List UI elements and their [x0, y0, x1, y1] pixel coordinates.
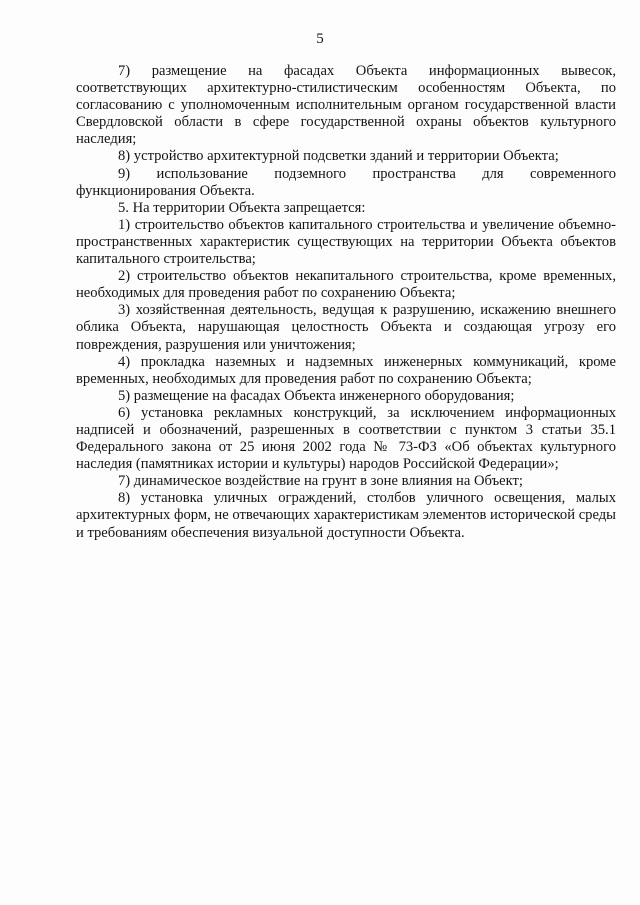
document-body	[76, 63, 616, 542]
paragraph-permit-7-signboards: 7) размещение на фасадах Объекта информационных вывесок, соответствующих архитектурно-стилистическим особенностям Объекта, по согласованию с уполномоченным исполнительным органом государственной власти Свердловской области в сфере государственной охраны объектов культурного наследия;	[76, 63, 616, 148]
page-number: 5	[316, 31, 324, 47]
paragraph-prohibit-6-advertising: 6) установка рекламных конструкций, за исключением информационных надписей и обозначений, разрешенных в соответствии с пунктом 3 статьи 35.1 Федерального закона от 25 июня 2002 года № 73-ФЗ «Об объектах культурного наследия (памятниках истории и культуры) народов Российской Федерации»;	[76, 404, 616, 473]
paragraph-prohibit-1-construction: 1) строительство объектов капитального строительства и увеличение объемно-пространственных характеристик существующих на территории Объекта объектов капитального строительства;	[76, 216, 616, 268]
paragraph-prohibit-8-street-furniture: 8) установка уличных ограждений, столбов уличного освещения, малых архитектурных форм, не отвечающих характеристикам элементов исторической среды и требованиям обеспечения визуальной доступности Объекта.	[76, 490, 616, 541]
paragraph-prohibit-5-equipment: 5) размещение на фасадах Объекта инженерного оборудования;	[118, 387, 515, 404]
paragraph-permit-8-lighting: 8) устройство архитектурной подсветки зданий и территории Объекта;	[118, 148, 559, 165]
paragraph-prohibit-7-dynamic: 7) динамическое воздействие на грунт в зоне влияния на Объект;	[118, 473, 523, 490]
section-5-heading: 5. На территории Объекта запрещается:	[118, 199, 366, 216]
paragraph-prohibit-3-economic: 3) хозяйственная деятельность, ведущая к разрушению, искажению внешнего облика Объекта, нарушающая целостность Объекта и создающая угрозу его повреждения, разрушения или уничтожения;	[76, 302, 616, 353]
paragraph-permit-9-underground: 9) использование подземного пространства для современного функционирования Объекта.	[76, 165, 616, 199]
paragraph-prohibit-2-temporary: 2) строительство объектов некапитального строительства, кроме временных, необходимых для проведения работ по сохранению Объекта;	[76, 268, 616, 302]
paragraph-prohibit-4-utilities: 4) прокладка наземных и надземных инженерных коммуникаций, кроме временных, необходимых для проведения работ по сохранению Объекта;	[76, 353, 616, 387]
